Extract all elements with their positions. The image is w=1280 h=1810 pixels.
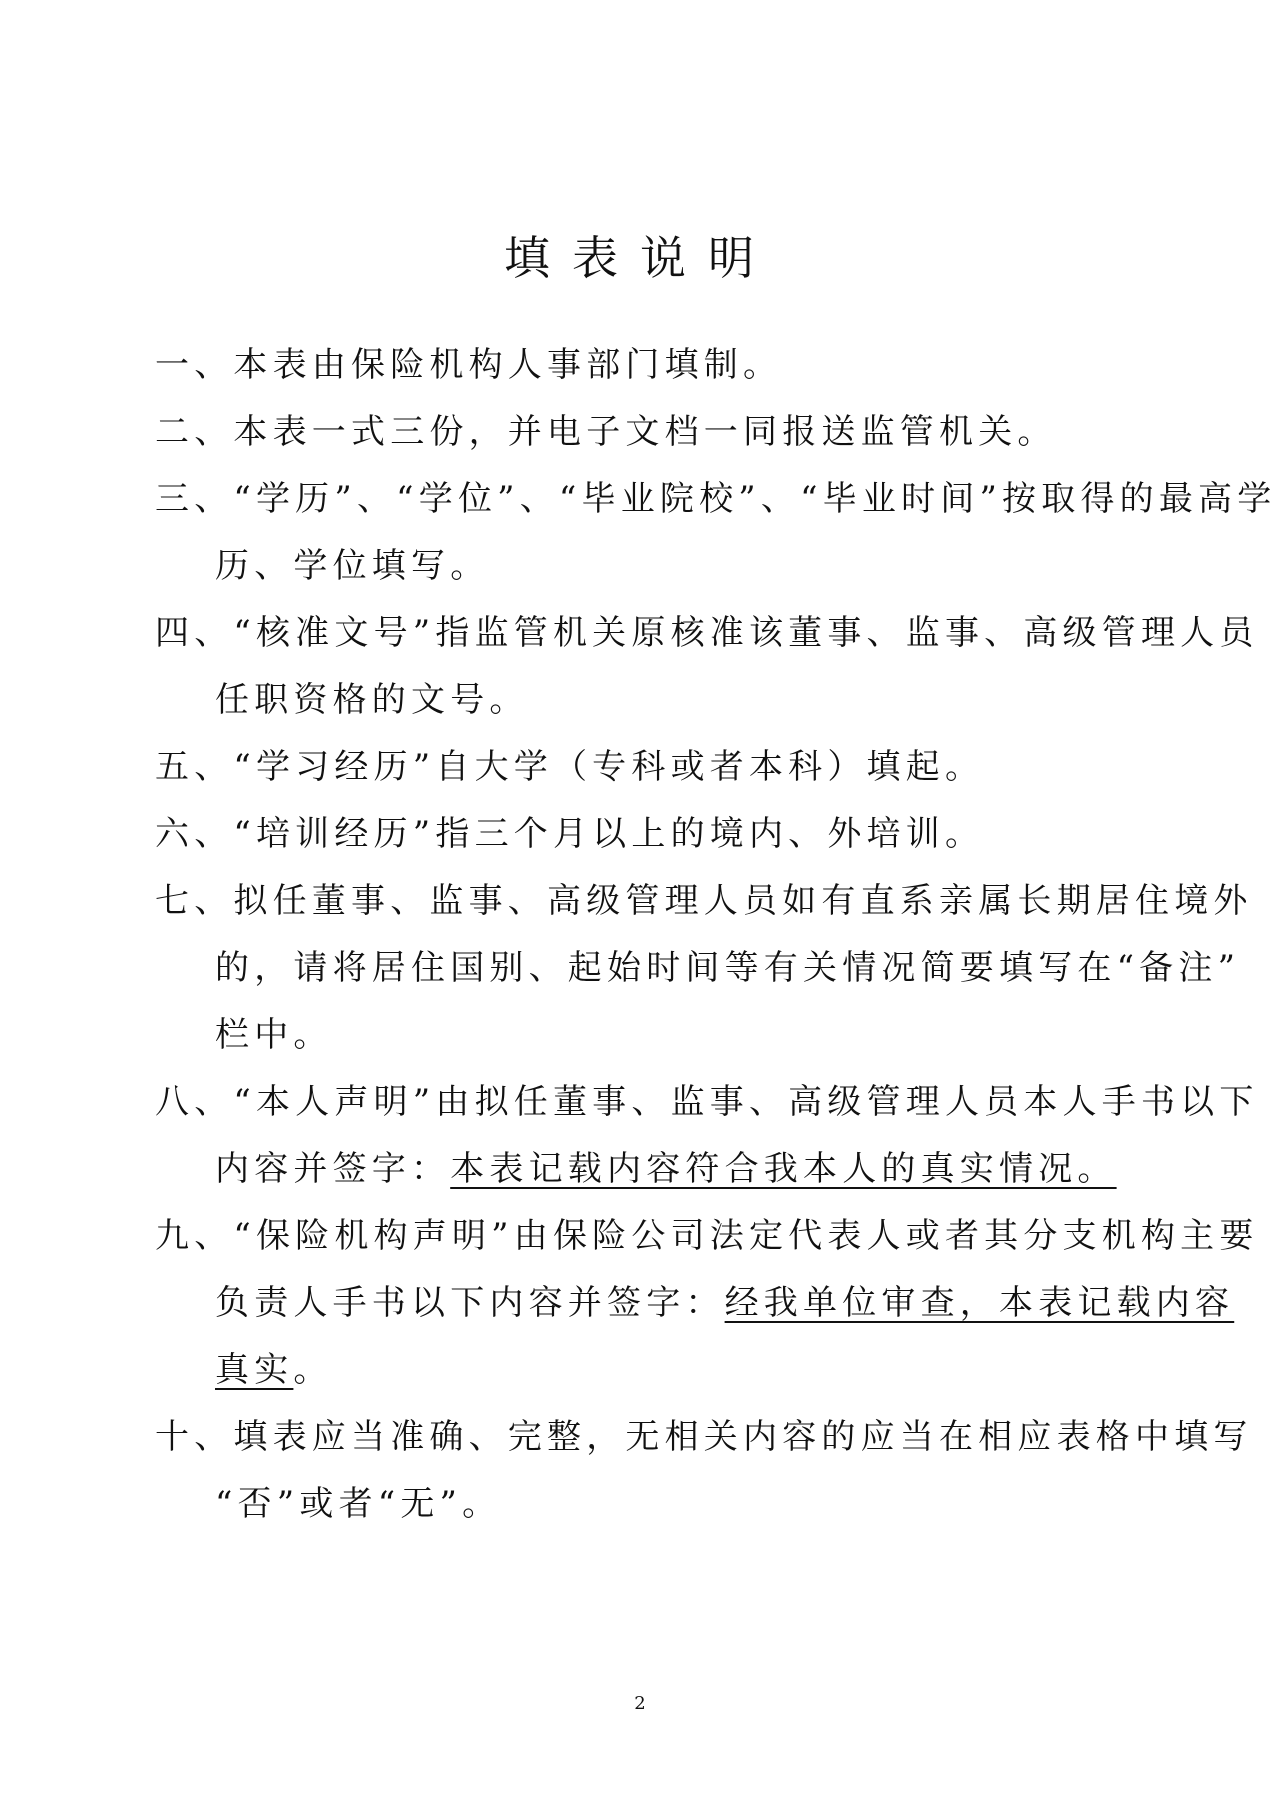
page-number: 2: [634, 1693, 646, 1714]
instruction-7-line-1: 七、拟任董事、监事、高级管理人员如有直系亲属长期居住境外: [155, 881, 1253, 921]
instruction-2: 二、本表一式三份，并电子文档一同报送监管机关。: [155, 412, 1057, 452]
instruction-6: 六、“培训经历”指三个月以上的境内、外培训。: [155, 814, 985, 854]
instruction-10-line-2: “否”或者“无”。: [215, 1484, 502, 1524]
instruction-9-suffix: 。: [293, 1350, 333, 1390]
institution-declaration-text-end: 真实: [215, 1350, 294, 1390]
instruction-9-prefix: 负责人手书以下内容并签字：: [215, 1283, 725, 1323]
instruction-9-line-3: [215, 1348, 333, 1392]
instruction-9-line-2: [215, 1281, 1234, 1325]
instruction-8-line-2: [215, 1147, 1117, 1191]
instruction-3-line-1: 三、“学历”、“学位”、“毕业院校”、“毕业时间”按取得的最高学: [155, 479, 1277, 519]
instruction-5: 五、“学习经历”自大学（专科或者本科）填起。: [155, 747, 985, 787]
instruction-8-line-1: 八、“本人声明”由拟任董事、监事、高级管理人员本人手书以下: [155, 1082, 1259, 1122]
instruction-9-line-1: 九、“保险机构声明”由保险公司法定代表人或者其分支机构主要: [155, 1216, 1259, 1256]
instruction-3-line-2: 历、学位填写。: [215, 546, 490, 586]
institution-declaration-text: 经我单位审查，本表记载内容: [724, 1283, 1235, 1323]
instruction-7-line-3: 栏中。: [215, 1015, 333, 1055]
instruction-1: 一、本表由保险机构人事部门填制。: [155, 345, 783, 385]
page-title: 填表说明: [504, 231, 776, 285]
instruction-7-line-2: 的，请将居住国别、起始时间等有关情况简要填写在“备注”: [215, 948, 1241, 988]
instruction-4-line-1: 四、“核准文号”指监管机关原核准该董事、监事、高级管理人员: [155, 613, 1259, 653]
instruction-8-prefix: 内容并签字：: [215, 1149, 451, 1189]
instruction-10-line-1: 十、填表应当准确、完整，无相关内容的应当在相应表格中填写: [155, 1417, 1253, 1457]
instruction-4-line-2: 任职资格的文号。: [215, 680, 529, 720]
personal-declaration-text: 本表记载内容符合我本人的真实情况。: [450, 1149, 1117, 1189]
